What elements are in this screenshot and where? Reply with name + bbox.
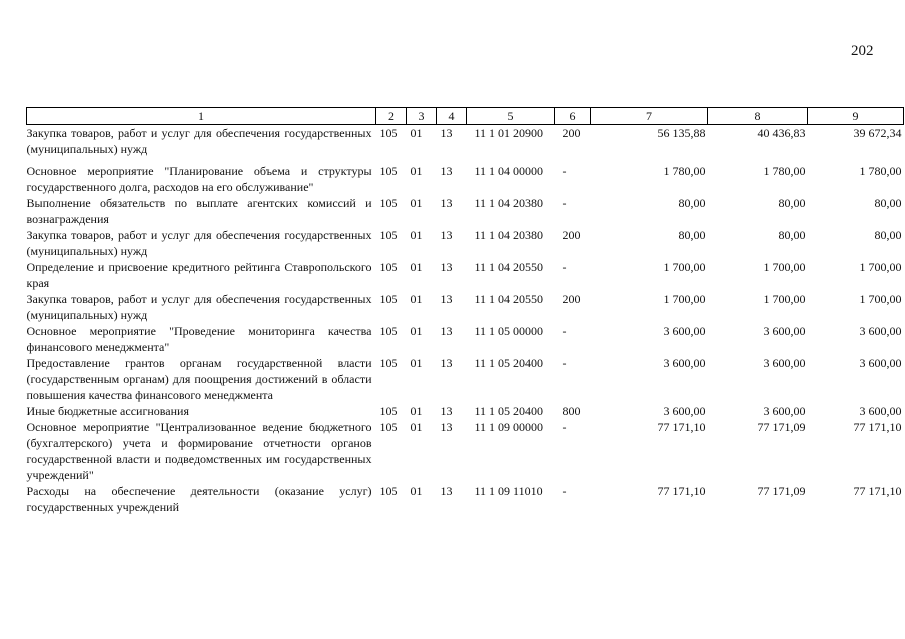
row-section: 01 [410, 324, 423, 338]
row-amount-2: 77 171,09 [757, 420, 806, 434]
row-subsection: 13 [440, 484, 453, 498]
row-amount-2: 3 600,00 [763, 404, 806, 418]
row-name: Основное мероприятие "Централизованное ведение бюджетного (бухгалтерского) учета и формирование отчетности органов государственной власти и подведомственных им государственных учреждений" [26, 420, 372, 482]
table-row [27, 483, 904, 515]
row-amount-3: 80,00 [874, 196, 902, 210]
table-row [27, 163, 904, 195]
row-amount-3: 77 171,10 [853, 420, 902, 434]
row-subsection: 13 [440, 164, 453, 178]
row-ved: 105 [379, 164, 398, 178]
row-subsection: 13 [440, 196, 453, 210]
row-expense-type: - [562, 484, 567, 498]
row-name: Основное мероприятие "Планирование объема и структуры государственного долга, расходов на его обслуживание" [26, 164, 372, 194]
row-ved: 105 [379, 404, 398, 418]
row-target-article: 11 1 05 20400 [474, 356, 544, 370]
table-row [27, 227, 904, 259]
row-section: 01 [410, 228, 423, 242]
row-amount-2: 3 600,00 [763, 356, 806, 370]
row-name: Иные бюджетные ассигнования [26, 404, 189, 418]
table-row [27, 291, 904, 323]
row-subsection: 13 [440, 292, 453, 306]
row-expense-type: 200 [562, 228, 581, 242]
row-ved: 105 [379, 292, 398, 306]
row-ved: 105 [379, 228, 398, 242]
row-target-article: 11 1 01 20900 [474, 126, 544, 140]
row-amount-1: 56 135,88 [657, 126, 706, 140]
row-section: 01 [410, 484, 423, 498]
table-row [27, 419, 904, 483]
row-expense-type: - [562, 324, 567, 338]
column-header: 2 [376, 108, 407, 125]
row-amount-1: 1 780,00 [663, 164, 706, 178]
row-subsection: 13 [440, 404, 453, 418]
row-subsection: 13 [440, 420, 453, 434]
row-name: Закупка товаров, работ и услуг для обеспечения государственных (муниципальных) нужд [26, 292, 372, 322]
column-header: 5 [467, 108, 555, 125]
row-section: 01 [410, 126, 423, 140]
column-header: 1 [27, 108, 376, 125]
row-ved: 105 [379, 324, 398, 338]
row-amount-2: 1 780,00 [763, 164, 806, 178]
row-section: 01 [410, 260, 423, 274]
row-section: 01 [410, 196, 423, 210]
row-expense-type: 200 [562, 126, 581, 140]
table-row [27, 195, 904, 227]
row-expense-type: - [562, 196, 567, 210]
row-name: Выполнение обязательств по выплате агентских комиссий и вознаграждения [26, 196, 372, 226]
row-subsection: 13 [440, 260, 453, 274]
row-amount-3: 3 600,00 [859, 356, 902, 370]
table-row [27, 323, 904, 355]
row-ved: 105 [379, 356, 398, 370]
table-row [27, 259, 904, 291]
table-body [27, 125, 904, 516]
row-name: Предоставление грантов органам государственной власти (государственным органам) для поощрения достижений в области повышения качества финансового менеджмента [26, 356, 372, 402]
column-header: 3 [407, 108, 437, 125]
row-ved: 105 [379, 196, 398, 210]
row-section: 01 [410, 164, 423, 178]
row-target-article: 11 1 04 20550 [474, 260, 544, 274]
row-expense-type: 200 [562, 292, 581, 306]
row-target-article: 11 1 05 00000 [474, 324, 544, 338]
column-header: 4 [437, 108, 467, 125]
row-amount-2: 80,00 [778, 228, 806, 242]
row-amount-3: 80,00 [874, 228, 902, 242]
table-row [27, 403, 904, 419]
column-header: 6 [555, 108, 591, 125]
column-header: 9 [808, 108, 904, 125]
row-section: 01 [410, 420, 423, 434]
row-name: Закупка товаров, работ и услуг для обеспечения государственных (муниципальных) нужд [26, 126, 372, 156]
row-subsection: 13 [440, 324, 453, 338]
row-amount-2: 3 600,00 [763, 324, 806, 338]
row-amount-2: 1 700,00 [763, 260, 806, 274]
row-amount-1: 80,00 [678, 228, 706, 242]
table-row [27, 355, 904, 403]
row-target-article: 11 1 04 20380 [474, 228, 544, 242]
row-amount-2: 77 171,09 [757, 484, 806, 498]
row-amount-3: 1 700,00 [859, 292, 902, 306]
row-target-article: 11 1 09 11010 [474, 484, 543, 498]
row-ved: 105 [379, 420, 398, 434]
row-section: 01 [410, 404, 423, 418]
header-row [27, 108, 904, 125]
row-amount-1: 77 171,10 [657, 484, 706, 498]
row-ved: 105 [379, 484, 398, 498]
row-amount-3: 39 672,34 [853, 126, 902, 140]
row-target-article: 11 1 09 00000 [474, 420, 544, 434]
row-amount-2: 1 700,00 [763, 292, 806, 306]
row-expense-type: - [562, 260, 567, 274]
row-amount-2: 40 436,83 [757, 126, 806, 140]
row-amount-1: 3 600,00 [663, 404, 706, 418]
row-amount-1: 77 171,10 [657, 420, 706, 434]
row-amount-1: 1 700,00 [663, 292, 706, 306]
row-amount-3: 1 780,00 [859, 164, 902, 178]
row-ved: 105 [379, 126, 398, 140]
row-subsection: 13 [440, 228, 453, 242]
row-expense-type: 800 [562, 404, 581, 418]
row-subsection: 13 [440, 356, 453, 370]
row-name: Определение и присвоение кредитного рейтинга Ставропольского края [26, 260, 372, 290]
table-row [27, 125, 904, 164]
row-amount-1: 3 600,00 [663, 356, 706, 370]
row-name: Основное мероприятие "Проведение мониторинга качества финансового менеджмента" [26, 324, 372, 354]
table-header [27, 108, 904, 125]
row-target-article: 11 1 04 00000 [474, 164, 544, 178]
row-amount-2: 80,00 [778, 196, 806, 210]
row-expense-type: - [562, 420, 567, 434]
row-amount-1: 1 700,00 [663, 260, 706, 274]
budget-table [26, 107, 904, 515]
row-amount-3: 3 600,00 [859, 324, 902, 338]
row-amount-3: 1 700,00 [859, 260, 902, 274]
row-name: Закупка товаров, работ и услуг для обеспечения государственных (муниципальных) нужд [26, 228, 372, 258]
column-header: 7 [591, 108, 708, 125]
row-expense-type: - [562, 356, 567, 370]
row-section: 01 [410, 356, 423, 370]
row-target-article: 11 1 04 20550 [474, 292, 544, 306]
row-ved: 105 [379, 260, 398, 274]
row-amount-1: 3 600,00 [663, 324, 706, 338]
row-name: Расходы на обеспечение деятельности (оказание услуг) государственных учреждений [26, 484, 372, 514]
column-header: 8 [708, 108, 808, 125]
page-number: 202 [851, 43, 874, 59]
row-target-article: 11 1 05 20400 [474, 404, 544, 418]
row-target-article: 11 1 04 20380 [474, 196, 544, 210]
row-amount-3: 77 171,10 [853, 484, 902, 498]
row-amount-1: 80,00 [678, 196, 706, 210]
row-amount-3: 3 600,00 [859, 404, 902, 418]
row-expense-type: - [562, 164, 567, 178]
row-section: 01 [410, 292, 423, 306]
row-subsection: 13 [440, 126, 453, 140]
